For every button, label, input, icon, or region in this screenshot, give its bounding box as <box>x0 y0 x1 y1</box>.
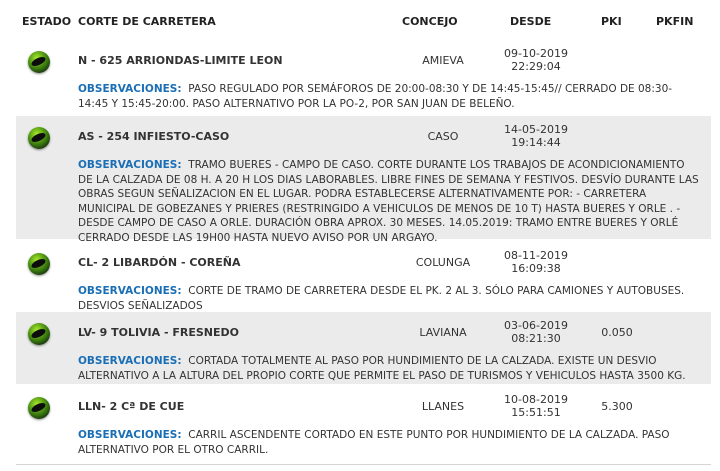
observaciones-label: OBSERVACIONES: <box>78 355 182 367</box>
header-corte[interactable]: CORTE DE CARRETERA <box>78 15 216 28</box>
header-estado[interactable]: ESTADO <box>22 15 72 28</box>
table-header <box>0 0 720 40</box>
observaciones <box>16 82 711 117</box>
table-row <box>16 242 711 319</box>
table-row <box>16 116 711 244</box>
observaciones-label: OBSERVACIONES: <box>78 285 182 297</box>
desde-date: 10-08-2019 <box>504 393 568 406</box>
row-main <box>16 242 711 284</box>
desde-time: 08:21:30 <box>511 332 561 345</box>
header-desde[interactable]: DESDE <box>510 15 552 28</box>
desde-value <box>486 319 586 345</box>
status-icon <box>28 323 50 345</box>
concejo-value: LLANES <box>421 400 465 413</box>
desde-time: 16:09:38 <box>511 262 561 275</box>
table-row <box>16 386 711 463</box>
observaciones-label: OBSERVACIONES: <box>78 83 182 95</box>
observaciones <box>16 158 711 251</box>
desde-time: 22:29:04 <box>511 60 561 73</box>
table-row <box>16 40 711 117</box>
desde-date: 03-06-2019 <box>504 319 568 332</box>
road-name[interactable]: N - 625 ARRIONDAS-LIMITE LEON <box>78 54 283 67</box>
pki-value: 0.050 <box>601 326 633 339</box>
observaciones <box>16 354 711 389</box>
desde-date: 14-05-2019 <box>504 123 568 136</box>
desde-date: 08-11-2019 <box>504 249 568 262</box>
row-main <box>16 386 711 428</box>
pki-value: 5.300 <box>601 400 633 413</box>
observaciones-text: CARRIL ASCENDENTE CORTADO EN ESTE PUNTO POR HUNDIMIENTO DE LA CALZADA. PASO ALTERNATIVO POR EL OTRO CARRIL. <box>78 429 670 456</box>
status-icon <box>28 397 50 419</box>
desde-value <box>486 249 586 275</box>
desde-time: 19:14:44 <box>511 136 561 149</box>
desde-value <box>486 123 586 149</box>
road-name[interactable]: LLN- 2 Cª DE CUE <box>78 400 185 413</box>
header-pkfin[interactable]: PKFIN <box>656 15 694 28</box>
table-row <box>16 312 711 384</box>
concejo-value: AMIEVA <box>422 54 464 67</box>
observaciones <box>16 428 711 463</box>
row-main <box>16 40 711 82</box>
header-pki[interactable]: PKI <box>601 15 622 28</box>
status-icon <box>28 51 50 73</box>
observaciones-label: OBSERVACIONES: <box>78 159 182 171</box>
table-bottom-divider <box>16 464 711 465</box>
row-main <box>16 312 711 354</box>
row-main <box>16 116 711 158</box>
observaciones-label: OBSERVACIONES: <box>78 429 182 441</box>
desde-value <box>486 47 586 73</box>
desde-value <box>486 393 586 419</box>
concejo-value: COLUNGA <box>415 256 471 269</box>
header-concejo[interactable]: CONCEJO <box>402 15 458 28</box>
road-name[interactable]: CL- 2 LIBARDÓN - COREÑA <box>78 256 241 269</box>
observaciones-text: TRAMO BUERES - CAMPO DE CASO. CORTE DURANTE LOS TRABAJOS DE ACONDICIONAMIENTO DE LA CALZADA DE 08 H. A 20 H LOS DIAS LABORABLES. LIBRE FINES DE SEMANA Y FESTIVOS. DESVÍO DURANTE LAS OBRAS SEGUN SEÑALIZACION EN EL LUGAR. PODRA ESTABLECERSE ALTERNATIVAMENTE POR: - CARRETERA MUNICIPAL DE GOBEZANES Y PRIERES (RESTRINGIDO A VEHICULOS DE MENOS DE 10 T) HASTA BUERES Y ORLE . - DESDE CAMPO DE CASO A ORLE. DURACIÓN OBRA APROX. 30 MESES. 14.05.2019: TRAMO ENTRE BUERES Y ORLÉ CERRADO DESDE LAS 19H00 HASTA NUEVO AVISO POR UN ARGAYO. <box>78 159 699 244</box>
road-name[interactable]: AS - 254 INFIESTO-CASO <box>78 130 230 143</box>
status-icon <box>28 127 50 149</box>
concejo-value: CASO <box>427 130 459 143</box>
status-icon <box>28 253 50 275</box>
road-name[interactable]: LV- 9 TOLIVIA - FRESNEDO <box>78 326 240 339</box>
concejo-value: LAVIANA <box>419 326 467 339</box>
desde-date: 09-10-2019 <box>504 47 568 60</box>
observaciones-text: PASO REGULADO POR SEMÁFOROS DE 20:00-08:30 Y DE 14:45-15:45// CERRADO DE 08:30-14:45 Y 15:45-20:00. PASO ALTERNATIVO POR LA PO-2, POR SAN JUAN DE BELEÑO. <box>78 83 673 110</box>
observaciones-text: CORTE DE TRAMO DE CARRETERA DESDE EL PK. 2 AL 3. SÓLO PARA CAMIONES Y AUTOBUSES. DESVIOS SEÑALIZADOS <box>78 285 685 312</box>
observaciones-text: CORTADA TOTALMENTE AL PASO POR HUNDIMIENTO DE LA CALZADA. EXISTE UN DESVIO ALTERNATIVO A LA ALTURA DEL PROPIO CORTE QUE PERMITE EL PASO DE TURISMOS Y VEHICULOS HASTA 3500 KG. <box>78 355 686 382</box>
desde-time: 15:51:51 <box>511 406 561 419</box>
